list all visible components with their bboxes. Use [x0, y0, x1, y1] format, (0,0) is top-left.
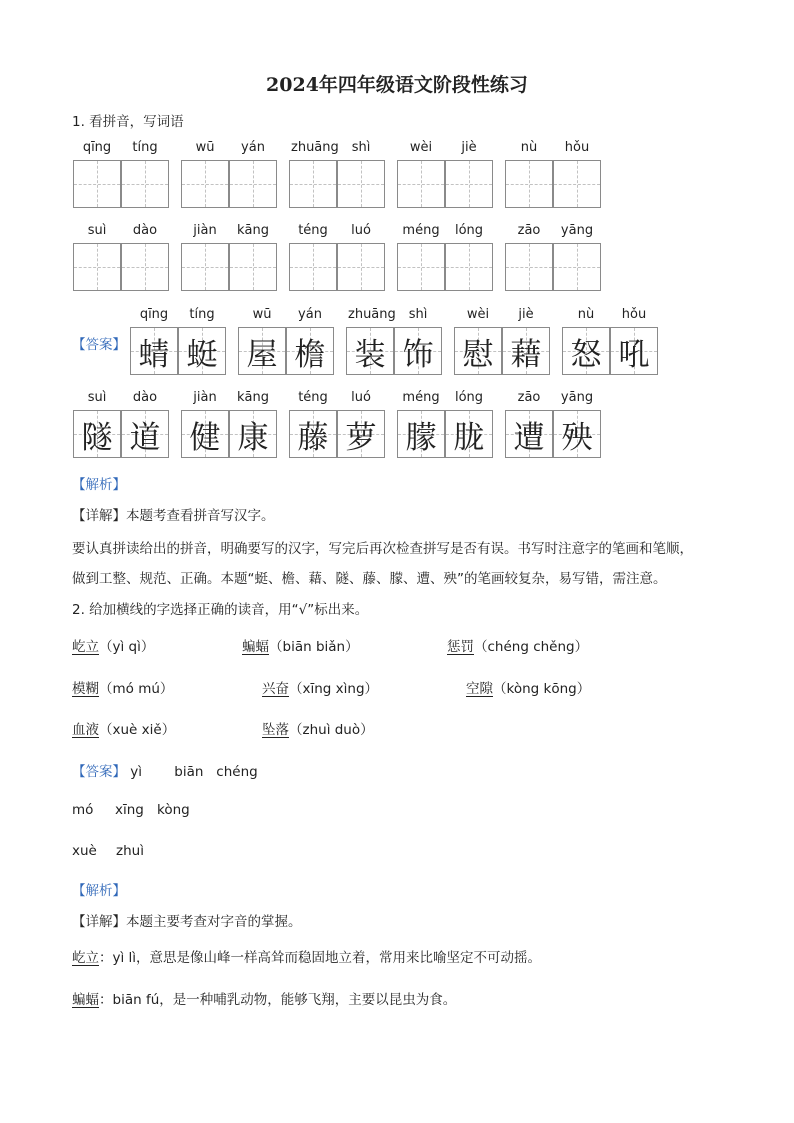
pinyin-label: luó: [351, 390, 371, 405]
pinyin-label: téng: [298, 223, 328, 238]
pinyin-label: zhuāng: [348, 307, 396, 322]
q2-item: 空隙（kòng kōng）: [466, 681, 591, 697]
question-2-prompt: 2. 给加横线的字选择正确的读音，用“√”标出来。: [72, 602, 369, 618]
q2-item-word: 蝙蝠: [242, 639, 269, 655]
blank-char-box[interactable]: [445, 160, 493, 208]
q2-note-1: 屹立：yì lì，意思是像山峰一样高耸而稳固地立着，常用来比喻坚定不可动摇。: [72, 950, 542, 966]
q2-note-2: 蝙蝠：biān fú，是一种哺乳动物，能够飞翔，主要以昆虫为食。: [72, 992, 457, 1008]
q2-answer-line-2: mó xīng kòng: [72, 802, 190, 818]
pinyin-label: dào: [132, 390, 158, 405]
answer-char: 藉: [510, 336, 542, 373]
q2-answer-line-1: 【答案】 yì biān chéng: [72, 764, 258, 780]
answer-char: 朦: [405, 419, 437, 456]
answer-char: 遭: [513, 419, 545, 456]
q2-answer-line-3: xuè zhuì: [72, 843, 144, 859]
answer-char-box: [286, 327, 334, 375]
q2-item-word: 坠落: [262, 722, 289, 738]
answer-char-box: [346, 327, 394, 375]
pinyin-label: méng: [402, 223, 440, 238]
pinyin-label: zāo: [517, 223, 541, 238]
blank-char-box[interactable]: [553, 160, 601, 208]
blank-char-box[interactable]: [289, 160, 337, 208]
answer-char-box: [610, 327, 658, 375]
answer-char-box: [238, 327, 286, 375]
answer-char-box: [130, 327, 178, 375]
answer-char: 吼: [618, 336, 650, 373]
pinyin-label: nù: [577, 307, 595, 322]
q2-item-word: 惩罚: [447, 639, 474, 655]
q1-para1: 要认真拼读给出的拼音，明确要写的汉字，写完后再次检查拼写是否有误。书写时注意字的笔画和笔顺，: [72, 541, 693, 557]
answer-char: 蜻: [138, 336, 170, 373]
blank-char-box[interactable]: [397, 160, 445, 208]
blank-char-box[interactable]: [181, 243, 229, 291]
pinyin-label: zāo: [517, 390, 541, 405]
q1-detail: 【详解】本题考查看拼音写汉字。: [72, 508, 275, 524]
pinyin-label: méng: [402, 390, 440, 405]
answer-char: 蜓: [186, 336, 218, 373]
pinyin-label: tíng: [189, 307, 215, 322]
answer-char-box: [562, 327, 610, 375]
q1-analysis-tag: 【解析】: [72, 477, 126, 493]
q2-item-word: 兴奋: [262, 681, 289, 697]
answer-char-box: [397, 410, 445, 458]
pinyin-label: luó: [351, 223, 371, 238]
q2-item: 惩罚（chéng chěng）: [447, 639, 589, 655]
page-title: 2024年四年级语文阶段性练习: [266, 74, 528, 96]
pinyin-label: yāng: [560, 223, 594, 238]
pinyin-label: lóng: [454, 390, 484, 405]
answer-char: 道: [129, 419, 161, 456]
blank-char-box[interactable]: [121, 243, 169, 291]
pinyin-label: nù: [520, 140, 538, 155]
pinyin-label: qīng: [139, 307, 169, 322]
pinyin-label: téng: [298, 390, 328, 405]
blank-char-box[interactable]: [229, 160, 277, 208]
q2-item-word: 屹立: [72, 639, 99, 655]
question-1-prompt: 1. 看拼音，写词语: [72, 114, 184, 130]
blank-char-box[interactable]: [121, 160, 169, 208]
answer-char-box: [289, 410, 337, 458]
pinyin-label: wū: [195, 140, 215, 155]
answer-char-box: [229, 410, 277, 458]
blank-char-box[interactable]: [73, 160, 121, 208]
answer-char-box: [178, 327, 226, 375]
q2-item-word: 模糊: [72, 681, 99, 697]
pinyin-label: yāng: [560, 390, 594, 405]
q2-item-word: 血液: [72, 722, 99, 738]
answer-char: 胧: [453, 419, 485, 456]
blank-char-box[interactable]: [229, 243, 277, 291]
q2-detail: 【详解】本题主要考查对字音的掌握。: [72, 914, 302, 930]
q2-item: 兴奋（xīng xìng）: [262, 681, 379, 697]
answer-char: 萝: [345, 419, 377, 456]
pinyin-label: suì: [87, 223, 107, 238]
answer-char: 殃: [561, 419, 593, 456]
answer-char-box: [502, 327, 550, 375]
answer-char: 怒: [570, 336, 602, 373]
pinyin-label: qīng: [82, 140, 112, 155]
q2-analysis-tag: 【解析】: [72, 883, 126, 899]
q2-item: 血液（xuè xiě）: [72, 722, 176, 738]
pinyin-label: hǒu: [621, 307, 647, 322]
pinyin-label: suì: [87, 390, 107, 405]
blank-char-box[interactable]: [181, 160, 229, 208]
answer-char-box: [121, 410, 169, 458]
answer-char: 饰: [402, 336, 434, 373]
pinyin-label: lóng: [454, 223, 484, 238]
pinyin-label: shì: [408, 307, 428, 322]
q2-item: 屹立（yì qì）: [72, 639, 155, 655]
pinyin-label: tíng: [132, 140, 158, 155]
answer-char: 慰: [462, 336, 494, 373]
pinyin-label: yán: [298, 307, 322, 322]
blank-char-box[interactable]: [337, 243, 385, 291]
pinyin-label: jiè: [518, 307, 534, 322]
answer-char-box: [73, 410, 121, 458]
pinyin-label: wū: [252, 307, 272, 322]
answer-char-box: [505, 410, 553, 458]
pinyin-label: jiè: [461, 140, 477, 155]
blank-char-box[interactable]: [505, 160, 553, 208]
q2-item-word: 空隙: [466, 681, 493, 697]
q1-answer-tag: 【答案】: [72, 337, 126, 353]
answer-char: 康: [237, 419, 269, 456]
answer-char: 健: [189, 419, 221, 456]
answer-char-box: [553, 410, 601, 458]
pinyin-label: zhuāng: [291, 140, 339, 155]
answer-char-box: [394, 327, 442, 375]
answer-char: 装: [354, 336, 386, 373]
pinyin-label: dào: [132, 223, 158, 238]
pinyin-label: kāng: [237, 223, 269, 238]
pinyin-label: hǒu: [564, 140, 590, 155]
blank-char-box[interactable]: [289, 243, 337, 291]
answer-char: 隧: [81, 419, 113, 456]
blank-char-box[interactable]: [73, 243, 121, 291]
blank-char-box[interactable]: [505, 243, 553, 291]
pinyin-label: shì: [351, 140, 371, 155]
pinyin-label: yán: [241, 140, 265, 155]
blank-char-box[interactable]: [553, 243, 601, 291]
q2-item: 蝙蝠（biān biǎn）: [242, 639, 359, 655]
answer-char-box: [445, 410, 493, 458]
answer-char-box: [454, 327, 502, 375]
q2-item: 坠落（zhuì duò）: [262, 722, 374, 738]
blank-char-box[interactable]: [337, 160, 385, 208]
pinyin-label: wèi: [466, 307, 490, 322]
pinyin-label: jiàn: [193, 223, 217, 238]
q2-item: 模糊（mó mú）: [72, 681, 174, 697]
answer-char-box: [337, 410, 385, 458]
answer-char-box: [181, 410, 229, 458]
blank-char-box[interactable]: [397, 243, 445, 291]
q1-para2: 做到工整、规范、正确。本题“蜓、檐、藉、隧、藤、朦、遭、殃”的笔画较复杂，易写错，需注意。: [72, 571, 667, 587]
answer-char: 屋: [246, 336, 278, 373]
pinyin-label: jiàn: [193, 390, 217, 405]
pinyin-label: wèi: [409, 140, 433, 155]
q2-answer-tag: 【答案】: [72, 764, 126, 780]
pinyin-label: kāng: [237, 390, 269, 405]
answer-char: 檐: [294, 336, 326, 373]
blank-char-box[interactable]: [445, 243, 493, 291]
answer-char: 藤: [297, 419, 329, 456]
